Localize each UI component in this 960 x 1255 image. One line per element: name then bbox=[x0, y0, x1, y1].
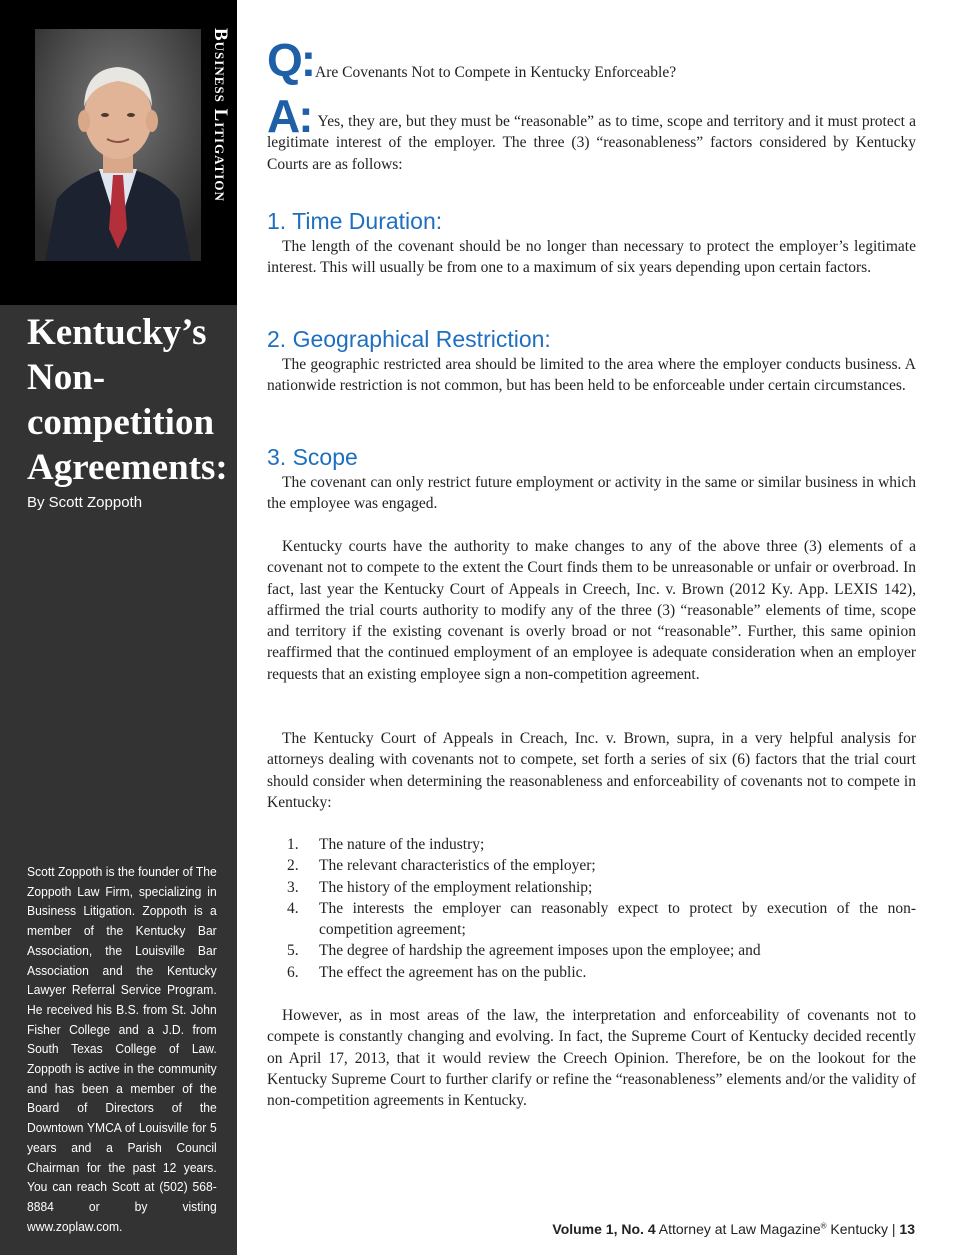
question-marker: Q: bbox=[267, 34, 315, 86]
title-line: competition bbox=[27, 402, 215, 443]
list-text: The interests the employer can reasonably expect to protect by execution of the non-competition agreement; bbox=[319, 899, 916, 939]
question-text: Are Covenants Not to Compete in Kentucky Enforceable? bbox=[315, 64, 677, 81]
author-portrait-image bbox=[35, 29, 201, 261]
section-body-scope: The covenant can only restrict future employment or activity in the same or similar business in which the employee was engaged. bbox=[267, 474, 916, 513]
paragraph: However, as in most areas of the law, the interpretation and enforceability of covenants not to compete is constantly changing and evolving. In fact, the Supreme Court of Kentucky decided recently on April 17, 2013, that it would review the Creech Opinion. Therefore, be on the lookout for the Kentucky Supreme Court to further clarify or refine the “reasonableness” elements and/or the validity of non-competition agreements in Kentucky. bbox=[267, 1007, 916, 1110]
byline: By Scott Zoppoth bbox=[27, 494, 143, 511]
list-item bbox=[267, 962, 916, 983]
footer-volume: Volume 1, No. 4 bbox=[552, 1221, 656, 1237]
list-item bbox=[267, 898, 916, 941]
list-number: 4. bbox=[287, 899, 299, 917]
list-text: The effect the agreement has on the public. bbox=[319, 963, 587, 981]
section-heading-time: 1. Time Duration: bbox=[267, 208, 443, 234]
author-bio: Scott Zoppoth is the founder of The Zoppoth Law Firm, specializing in Business Litigation. Zoppoth is a member of the Kentucky Bar Association, the Louisville Bar Association and the Kentucky Lawyer Referral Service Program. He received his B.S. from St. John Fisher College and a J.D. from South Texas College of Law. Zoppoth is active in the community and has been a member of the Board of Directors of the Downtown YMCA of Louisville for 5 years and a Parish Council Chairman for the past 12 years. You can reach Scott at (502) 568-8884 or by visting www.zoplaw.com. bbox=[27, 864, 217, 1234]
title-line: Kentucky’s bbox=[27, 312, 207, 353]
answer-marker: A: bbox=[267, 90, 312, 142]
author-portrait bbox=[35, 29, 201, 261]
list-number: 2. bbox=[287, 857, 299, 875]
footer-separator: | bbox=[891, 1221, 896, 1237]
section-label: Business Litigation bbox=[210, 28, 231, 202]
section-body-geography: The geographic restricted area should be limited to the area where the employer conducts business. A nationwide restriction is not common, but has been held to be enforceable under certain circumstances. bbox=[267, 356, 916, 395]
paragraph: The Kentucky Court of Appeals in Creach, Inc. v. Brown, supra, in a very helpful analysis for attorneys dealing with covenants not to compete, set forth a series of six (6) factors that the trial court should consider when determining the reasonableness and enforceability of covenants not to compete in Kentucky: bbox=[267, 730, 916, 811]
list-number: 6. bbox=[287, 963, 299, 981]
list-item bbox=[267, 834, 916, 855]
section-heading-geography: 2. Geographical Restriction: bbox=[267, 326, 551, 352]
list-item bbox=[267, 940, 916, 961]
list-text: The nature of the industry; bbox=[319, 836, 485, 853]
sidebar-header bbox=[0, 0, 237, 305]
list-number: 5. bbox=[287, 942, 299, 960]
list-text: The degree of hardship the agreement imposes upon the employee; and bbox=[319, 942, 761, 960]
factors-list bbox=[267, 834, 916, 983]
paragraph: Kentucky courts have the authority to make changes to any of the above three (3) elements of a covenant not to compete to the extent the Court finds them to be unreasonable or unfair or overbroad. In fact, last year the Kentucky Court of Appeals in Creech, Inc. v. Brown (2012 Ky. App. LEXIS 142), affirmed the trial courts authority to modify any of the three (3) “reasonable” elements of time, scope and territory if the existing covenant is overly broad or not “reasonable”. Further, this same opinion reaffirmed that the continued employment of an employee is adequate consideration when an employer requests that an existing employee sign a non-competition agreement. bbox=[267, 538, 916, 683]
section-body-time: The length of the covenant should be no longer than necessary to protect the employer’s legitimate interest. This will usually be from one to a maximum of six years depending upon certain factors. bbox=[267, 238, 916, 277]
sidebar bbox=[0, 0, 237, 1255]
list-item bbox=[267, 855, 916, 876]
list-item bbox=[267, 877, 916, 898]
list-number: 3. bbox=[287, 878, 299, 896]
title-line: Non- bbox=[27, 357, 106, 398]
list-number: 1. bbox=[287, 836, 299, 853]
footer-registered-mark: ® bbox=[820, 1221, 827, 1231]
section-heading-scope: 3. Scope bbox=[267, 444, 358, 470]
list-text: The history of the employment relationship; bbox=[319, 878, 593, 896]
list-text: The relevant characteristics of the employer; bbox=[319, 857, 596, 875]
answer bbox=[267, 90, 916, 175]
page-footer bbox=[552, 1221, 915, 1237]
page-number: 13 bbox=[899, 1221, 915, 1237]
title-line: Agreements: bbox=[27, 447, 228, 488]
article-title bbox=[27, 310, 232, 490]
footer-magazine: Attorney at Law Magazine bbox=[658, 1221, 821, 1237]
footer-region: Kentucky bbox=[830, 1221, 888, 1237]
answer-text: Yes, they are, but they must be “reasonable” as to time, scope and territory and it must protect a legitimate interest of the employer. The three (3) “reasonableness” factors considered by Kentucky Courts are as follows: bbox=[267, 113, 916, 173]
